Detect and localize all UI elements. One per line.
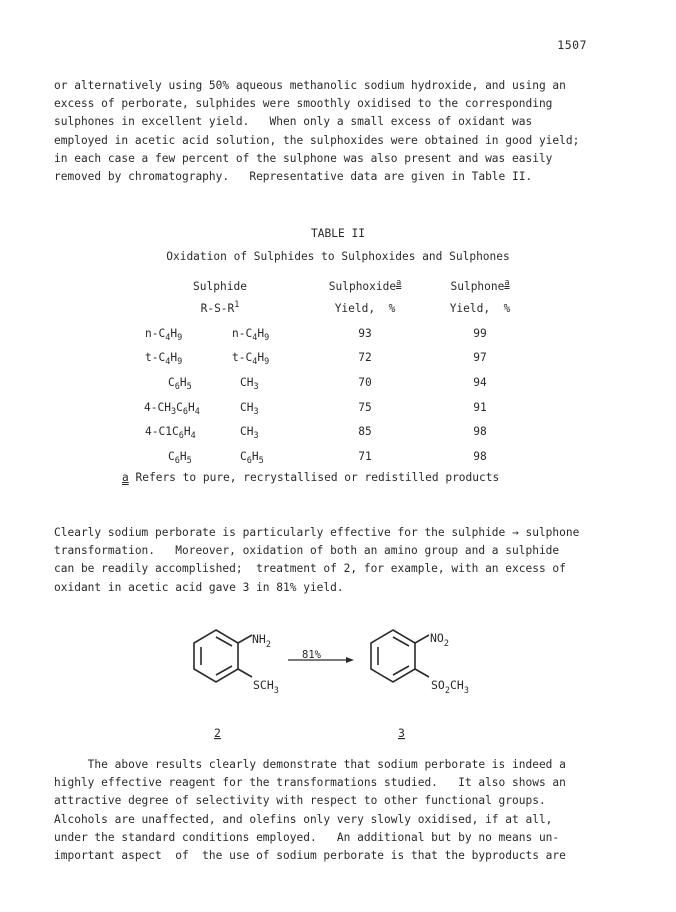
cell-r1: $t-C_4H_9$ bbox=[232, 351, 270, 367]
compound-number-product: 3 bbox=[398, 726, 405, 740]
text-line: or alternatively using 50% aqueous methanolic sodium hydroxide, and using an bbox=[54, 79, 566, 92]
text-line: oxidant in acetic acid gave 3 in 81% yield. bbox=[54, 580, 344, 594]
cell-r: $4-C1C_6H_4$ bbox=[145, 425, 196, 441]
cell-r1: $C_6H_5$ bbox=[240, 450, 264, 466]
cell-sulphoxide-yield: 70 bbox=[358, 376, 372, 389]
header-sulphide-formula: $R-S-R^1$ bbox=[200, 300, 240, 315]
cell-sulphone-yield: 97 bbox=[473, 351, 487, 364]
table-caption: Oxidation of Sulphides to Sulphoxides and Sulphones bbox=[166, 250, 510, 263]
paragraph-conclusion bbox=[54, 756, 624, 865]
cell-r1: $CH_3$ bbox=[240, 401, 259, 417]
cell-sulphoxide-yield: 71 bbox=[358, 450, 372, 463]
cell-sulphoxide-yield: 93 bbox=[358, 327, 372, 340]
amino-group-label: $NH_2$ bbox=[252, 632, 271, 650]
cell-sulphoxide-yield: 72 bbox=[358, 351, 372, 364]
cell-r1: $n-C_4H_9$ bbox=[232, 327, 270, 343]
cell-sulphone-yield: 99 bbox=[473, 327, 487, 340]
text-line: under the standard conditions employed. An additional but by no means un- bbox=[54, 830, 560, 844]
text-line: in each case a few percent of the sulphone was also present and was easily bbox=[54, 151, 553, 165]
arrow-yield-label: 81% bbox=[302, 649, 321, 661]
cell-sulphone-yield: 94 bbox=[473, 376, 487, 389]
cell-sulphoxide-yield: 75 bbox=[358, 401, 372, 414]
text-line: highly effective reagent for the transformations studied. It also shows an bbox=[54, 776, 566, 790]
cell-sulphoxide-yield: 85 bbox=[358, 425, 372, 438]
text-line: Alcohols are unaffected, and olefins only very slowly oxidised, if at all, bbox=[54, 812, 553, 826]
text-line: important aspect of the use of sodium perborate is that the byproducts are bbox=[54, 849, 566, 863]
benzene-ring-reactant bbox=[194, 630, 252, 682]
text-line: employed in acetic acid solution, the sulphoxides were obtained in good yield; bbox=[54, 133, 580, 147]
header-sulphoxide: Sulphoxide$^a$ bbox=[328, 278, 402, 293]
nitro-group-label: $NO_2$ bbox=[430, 631, 449, 649]
methylthio-group-label: $SCH_3$ bbox=[253, 678, 279, 696]
header-sulphone: Sulphone$^a$ bbox=[450, 278, 510, 293]
paragraph-discussion bbox=[54, 524, 624, 597]
cell-r1: $CH_3$ bbox=[240, 376, 259, 392]
cell-r: $t-C_4H_9$ bbox=[145, 351, 183, 367]
methylsulphonyl-group-label: $SO_2CH_3$ bbox=[431, 678, 469, 696]
text-line: removed by chromatography. Representative data are given in Table II. bbox=[54, 170, 533, 184]
reaction-scheme bbox=[0, 615, 676, 750]
header-sulphone-yield: Yield, % bbox=[449, 302, 511, 315]
cell-sulphone-yield: 98 bbox=[473, 450, 487, 463]
cell-r: $4-CH_3C_6H_4$ bbox=[144, 401, 200, 417]
cell-r: $C_6H_5$ bbox=[168, 376, 192, 392]
page-number: 1507 bbox=[557, 38, 587, 52]
text-line: transformation. Moreover, oxidation of both an amino group and a sulphide bbox=[54, 544, 560, 558]
reaction-arrow bbox=[288, 657, 354, 663]
cell-r1: $CH_3$ bbox=[240, 425, 259, 441]
cell-r: $n-C_4H_9$ bbox=[145, 327, 183, 343]
cell-sulphone-yield: 98 bbox=[473, 425, 487, 438]
header-sulphide: Sulphide bbox=[193, 280, 247, 293]
text-line: can be readily accomplished; treatment of 2, for example, with an excess of bbox=[54, 562, 566, 576]
text-line: Clearly sodium perborate is particularly effective for the sulphide → sulphone bbox=[54, 526, 580, 539]
cell-r: $C_6H_5$ bbox=[168, 450, 192, 466]
cell-sulphone-yield: 91 bbox=[473, 401, 487, 414]
benzene-ring-product bbox=[371, 630, 429, 682]
table-footnote: a Refers to pure, recrystallised or redistilled products bbox=[122, 471, 500, 484]
text-line: attractive degree of selectivity with respect to other functional groups. bbox=[54, 794, 546, 808]
compound-number-reactant: 2 bbox=[214, 726, 221, 740]
text-line: excess of perborate, sulphides were smoothly oxidised to the corresponding bbox=[54, 97, 553, 111]
text-line: The above results clearly demonstrate that sodium perborate is indeed a bbox=[54, 758, 566, 771]
text-line: sulphones in excellent yield. When only a small excess of oxidant was bbox=[54, 115, 533, 129]
table-label: TABLE II bbox=[311, 227, 365, 240]
header-sulphoxide-yield: Yield, % bbox=[334, 302, 396, 315]
